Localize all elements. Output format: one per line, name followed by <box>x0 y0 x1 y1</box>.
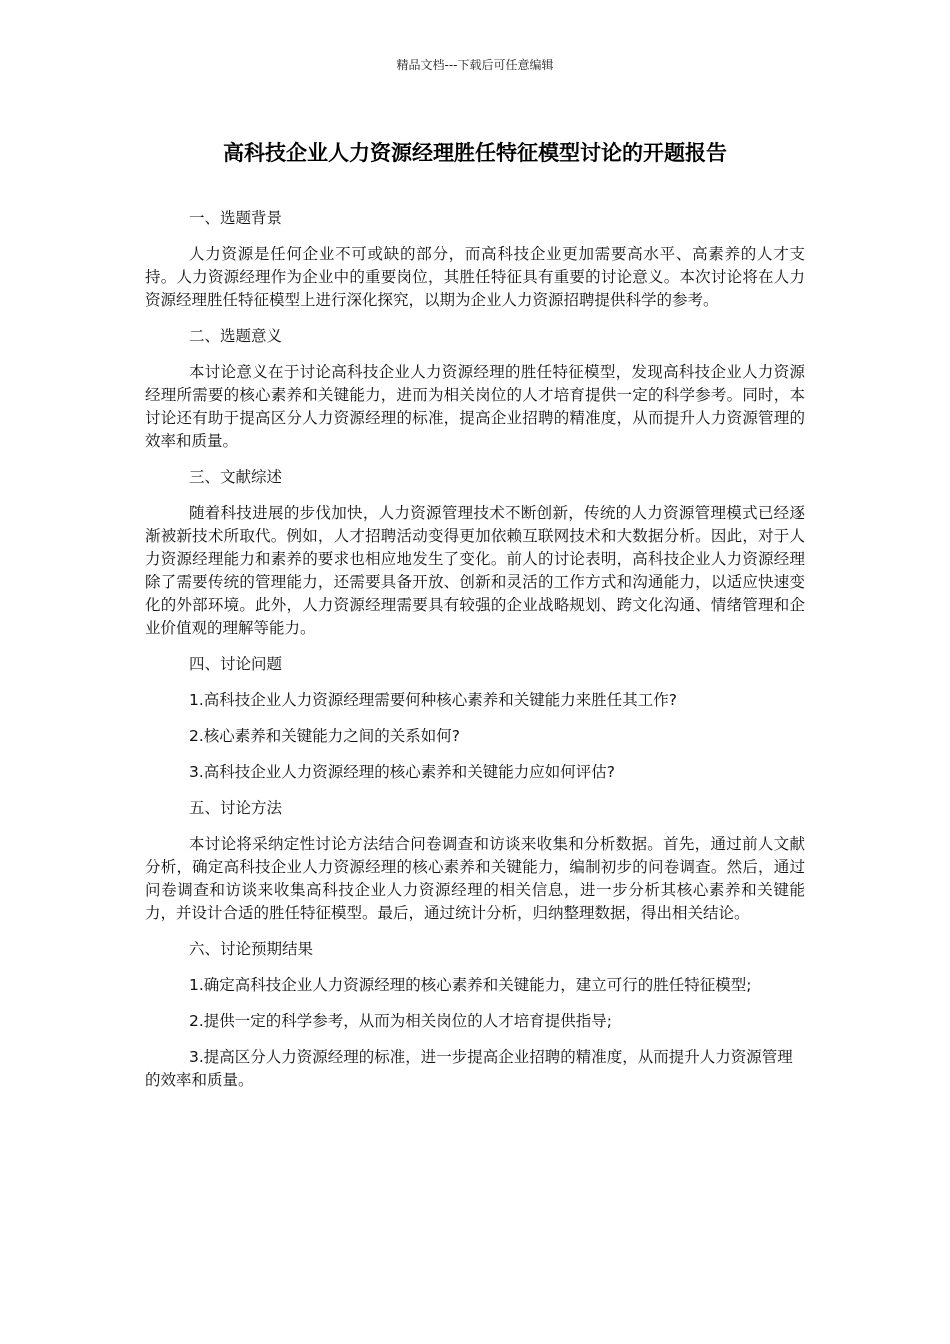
paragraph: 人力资源是任何企业不可或缺的部分，而高科技企业更加需要高水平、高素养的人才支持。人力资源经理作为企业中的重要岗位，其胜任特征具有重要的讨论意义。本次讨论将在人力资源经理胜任特征模型上进行深化探究，以期为企业人力资源招聘提供科学的参考。 <box>145 245 805 309</box>
document-body <box>145 207 805 1105</box>
list-item: 3.高科技企业人力资源经理的核心素养和关键能力应如何评估? <box>189 763 616 781</box>
section-literature-review <box>145 466 805 640</box>
list-item: 1.高科技企业人力资源经理需要何种核心素养和关键能力来胜任其工作? <box>189 691 678 709</box>
section-heading: 五、讨论方法 <box>189 799 283 817</box>
section-expected-results <box>145 938 805 1092</box>
list-item: 3.提高区分人力资源经理的标准，进一步提高企业招聘的精准度，从而提升人力资源管理的效率和质量。 <box>145 1048 793 1089</box>
section-heading: 三、文献综述 <box>189 468 283 486</box>
section-methods <box>145 797 805 925</box>
section-research-questions <box>145 653 805 784</box>
section-heading: 六、讨论预期结果 <box>189 940 314 958</box>
paragraph: 本讨论意义在于讨论高科技企业人力资源经理的胜任特征模型，发现高科技企业人力资源经理所需要的核心素养和关键能力，进而为相关岗位的人才培育提供一定的科学参考。同时，本讨论还有助于提高区分人力资源经理的标准，提高企业招聘的精准度，从而提升人力资源管理的效率和质量。 <box>145 363 805 450</box>
section-significance <box>145 325 805 453</box>
list-item: 2.提供一定的科学参考，从而为相关岗位的人才培育提供指导; <box>189 1012 613 1030</box>
section-heading: 二、选题意义 <box>189 327 283 345</box>
paragraph: 随着科技进展的步伐加快，人力资源管理技术不断创新，传统的人力资源管理模式已经逐渐被新技术所取代。例如，人才招聘活动变得更加依赖互联网技术和大数据分析。因此，对于人力资源经理能力和素养的要求也相应地发生了变化。前人的讨论表明，高科技企业人力资源经理除了需要传统的管理能力，还需要具备开放、创新和灵活的工作方式和沟通能力，以适应快速变化的外部环境。此外，人力资源经理需要具有较强的企业战略规划、跨文化沟通、情绪管理和企业价值观的理解等能力。 <box>145 504 805 637</box>
section-background <box>145 207 805 312</box>
header-note: 精品文档---下载后可任意编辑 <box>396 58 554 72</box>
list-item: 2.核心素养和关键能力之间的关系如何? <box>189 727 461 745</box>
paragraph: 本讨论将采纳定性讨论方法结合问卷调查和访谈来收集和分析数据。首先，通过前人文献分析，确定高科技企业人力资源经理的核心素养和关键能力，编制初步的问卷调查。然后，通过问卷调查和访谈来收集高科技企业人力资源经理的相关信息，进一步分析其核心素养和关键能力，并设计合适的胜任特征模型。最后，通过统计分析，归纳整理数据，得出相关结论。 <box>145 835 805 922</box>
section-heading: 四、讨论问题 <box>189 655 283 673</box>
section-heading: 一、选题背景 <box>189 209 283 227</box>
document-title: 高科技企业人力资源经理胜任特征模型讨论的开题报告 <box>223 141 727 165</box>
list-item: 1.确定高科技企业人力资源经理的核心素养和关键能力，建立可行的胜任特征模型; <box>189 976 752 994</box>
